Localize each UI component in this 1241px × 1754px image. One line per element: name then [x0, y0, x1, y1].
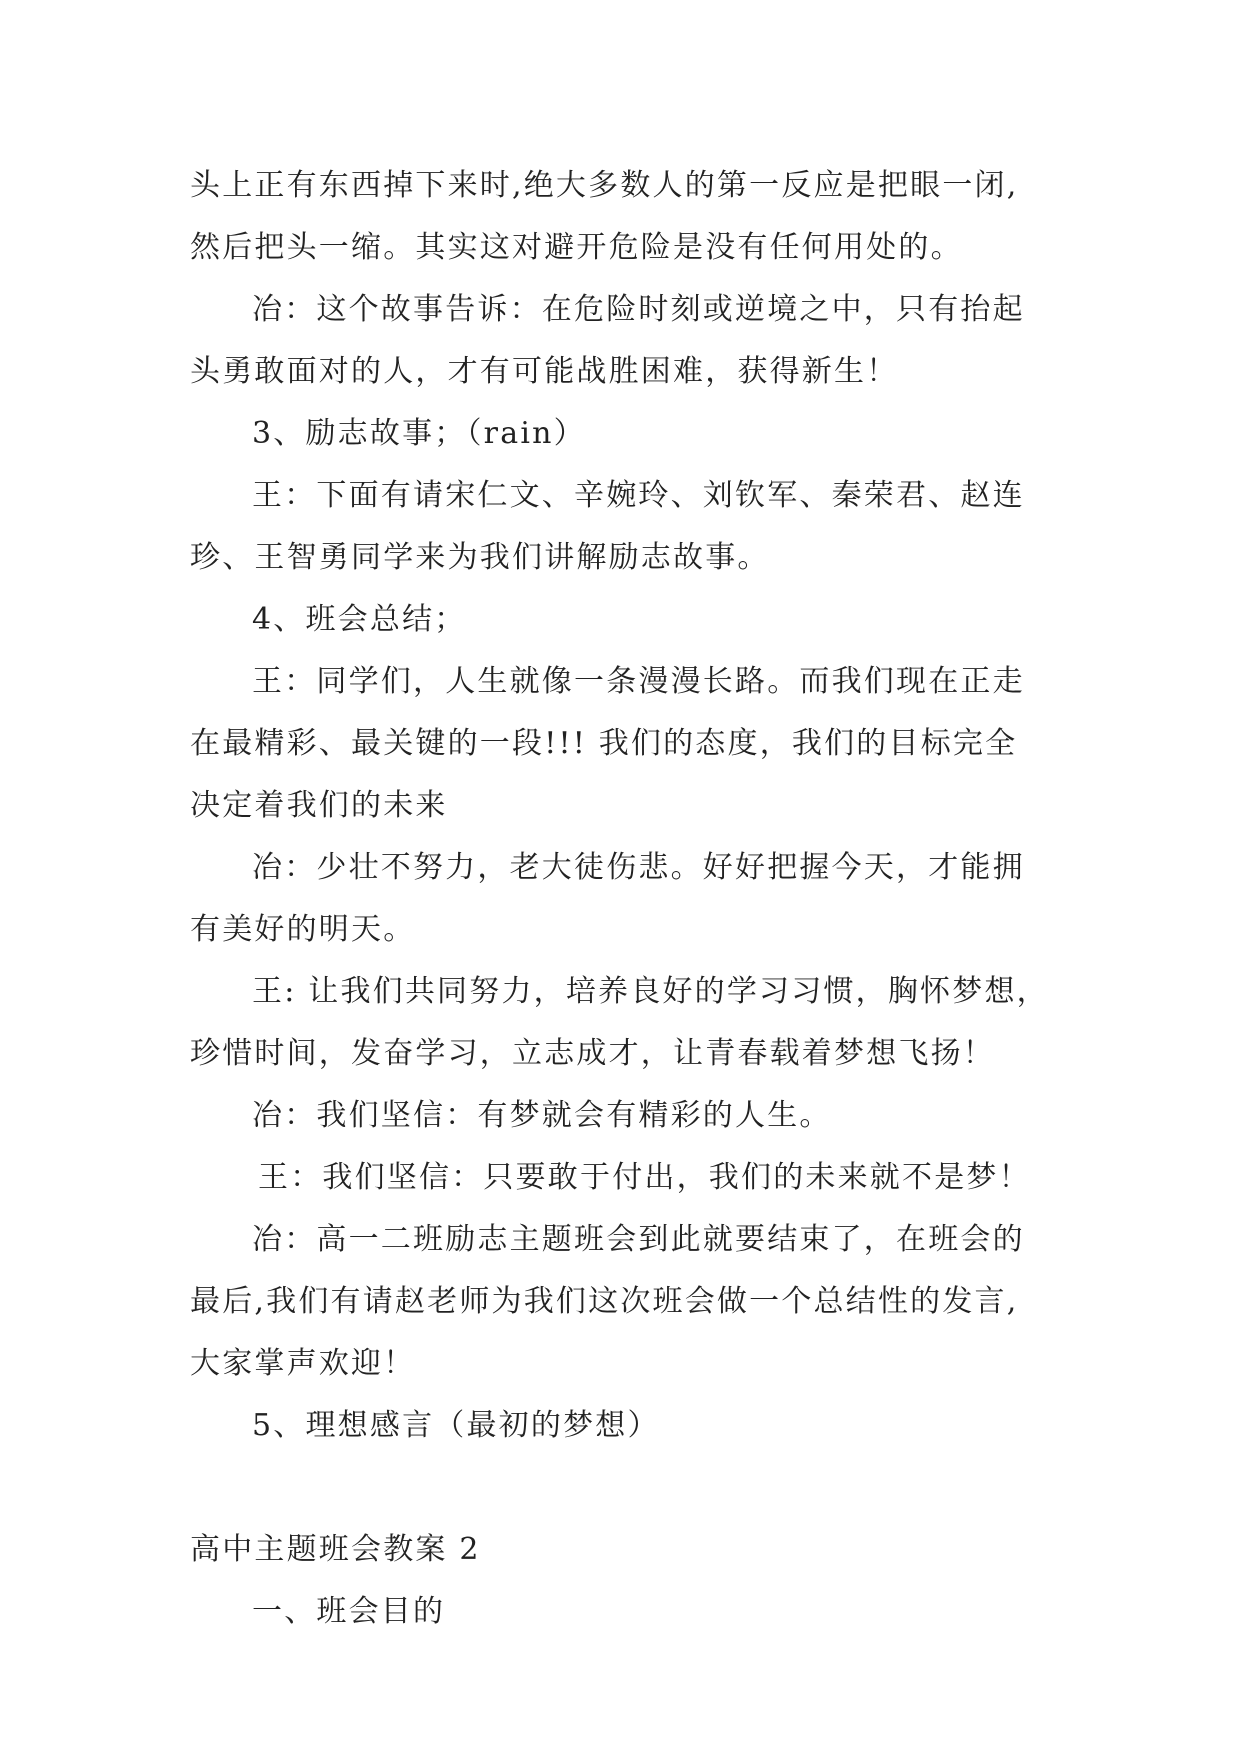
paragraph-line: 有美好的明天。 [190, 912, 416, 947]
paragraph-line: 冶：我们坚信：有梦就会有精彩的人生。 [252, 1098, 832, 1133]
paragraph-line: 王：我们坚信：只要敢于付出，我们的未来就不是梦！ [258, 1160, 1031, 1195]
paragraph-line: 头勇敢面对的人，才有可能战胜困难，获得新生！ [190, 354, 899, 389]
paragraph-line: 珍、王智勇同学来为我们讲解励志故事。 [190, 540, 770, 575]
document-body [190, 155, 1070, 1643]
paragraph-line: 王：下面有请宋仁文、辛婉玲、刘钦军、秦荣君、赵连 [252, 478, 1025, 513]
section-heading: 4、班会总结； [252, 602, 467, 637]
section-heading: 一、班会目的 [252, 1594, 446, 1629]
paragraph-line: 然后把头一缩。其实这对避开危险是没有任何用处的。 [190, 230, 963, 265]
paragraph-line: 大家掌声欢迎！ [190, 1346, 416, 1381]
blank-line [190, 1457, 1070, 1519]
paragraph-line: 决定着我们的未来 [190, 788, 448, 823]
paragraph-line: 冶：高一二班励志主题班会到此就要结束了，在班会的 [252, 1222, 1025, 1257]
section-heading: 3、励志故事；（rain） [252, 416, 586, 451]
paragraph-line: 珍惜时间，发奋学习，立志成才，让青春载着梦想飞扬！ [190, 1036, 995, 1071]
paragraph-line: 王: 让我们共同努力，培养良好的学习习惯，胸怀梦想， [252, 974, 1049, 1009]
paragraph-line: 冶：少壮不努力，老大徒伤悲。好好把握今天，才能拥 [252, 850, 1025, 885]
document-title: 高中主题班会教案 2 [190, 1532, 481, 1567]
paragraph-line: 头上正有东西掉下来时,绝大多数人的第一反应是把眼一闭, [190, 168, 1019, 203]
paragraph-line: 最后,我们有请赵老师为我们这次班会做一个总结性的发言, [190, 1284, 1019, 1319]
paragraph-line: 在最精彩、最关键的一段!!! 我们的态度，我们的目标完全 [190, 726, 1018, 761]
paragraph-line: 王：同学们，人生就像一条漫漫长路。而我们现在正走 [252, 664, 1025, 699]
section-heading: 5、理想感言（最初的梦想） [252, 1408, 660, 1443]
paragraph-line: 冶：这个故事告诉：在危险时刻或逆境之中，只有抬起 [252, 292, 1025, 327]
